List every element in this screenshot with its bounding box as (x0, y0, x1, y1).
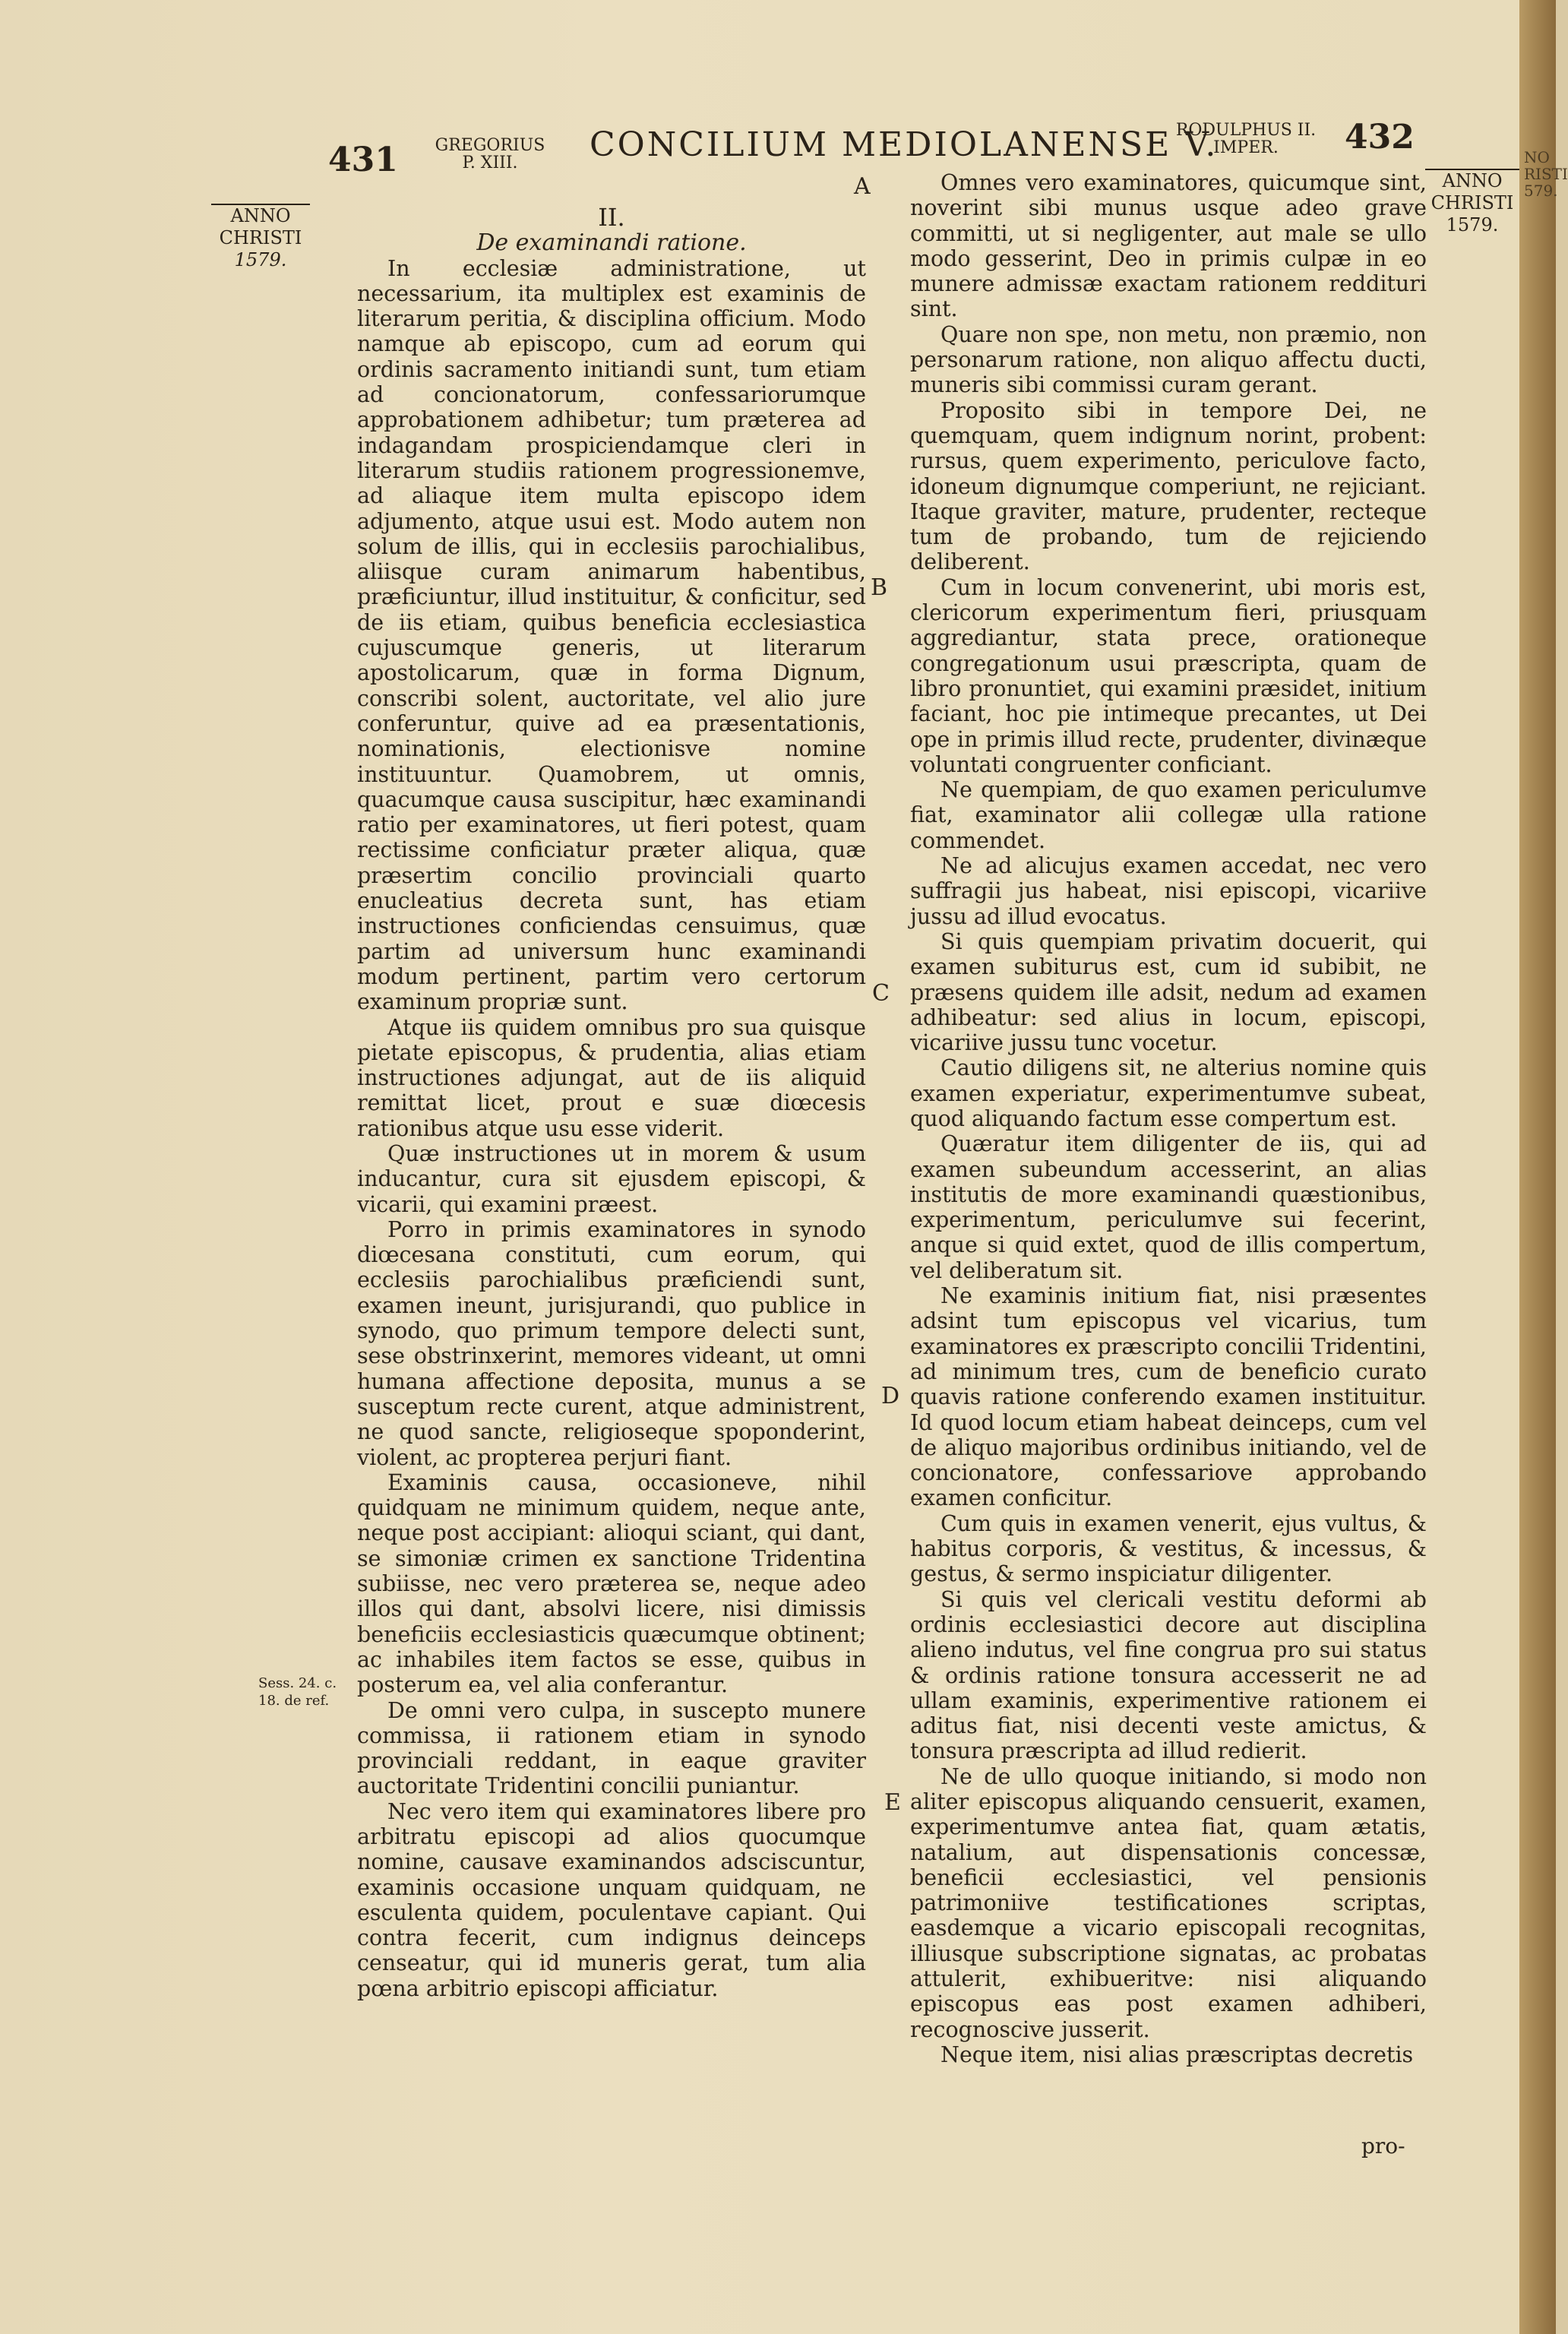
anno-christi-left (211, 204, 310, 270)
paragraph: Ne examinis initium fiat, nisi præsentes adsint tum episcopus vel vicarius, tum examinatores ex præscripto concilii Tridentini, ad minimum tres, cum de beneficio curato quavis ratione conferendo examen instituitur. Id quod locum etiam habeat deinceps, cum vel de aliquo majoribus ordinibus initiando, vel de concionatore, confessariove approbando examen conficitur. (910, 1283, 1427, 1511)
paragraph: Quæ instructiones ut in morem & usum inducantur, cura sit ejusdem episcopi, & vicarii, qui examini præest. (357, 1140, 866, 1217)
margin-letter-e: E (884, 1789, 901, 1816)
right-column (910, 170, 1427, 2067)
paragraph: In ecclesiæ administratione, ut necessarium, ita multiplex est examinis de literarum peritia, & disciplina officium. Modo namque ab episcopo, cum ad eorum qui ordinis sacramento initiandi sunt, tum etiam ad concionatorum, confessariorumque approbationem adhibetur; tum præterea ad indagandam prospiciendamque cleri in literarum studiis rationem progressionemve, ad aliaque item multa episcopo idem adjumento, atque usui est. Modo autem non solum de illis, qui in ecclesiis parochialibus, aliisque curam animarum habentibus, præficiuntur, illud instituitur, & conficitur, sed de iis etiam, quibus beneficia ecclesiastica cujuscumque generis, ut literarum apostolicarum, quæ in forma Dignum, conscribi solent, auctoritate, vel alio jure conferuntur, quive ad ea præsentationis, nominationis, electionisve nomine instituuntur. Quamobrem, ut omnis, quacumque causa suscipitur, hæc examinandi ratio per examinatores, ut fieri potest, quam rectissime conficiatur præter aliqua, quæ præsertim concilio provinciali quarto enucleatius decreta sunt, has etiam instructiones conficiendas censuimus, quæ partim ad universum hunc examinandi modum pertinent, partim vero certorum examinum propriæ sunt. (357, 255, 866, 1015)
paragraph: Ne quempiam, de quo examen periculumve fiat, examinator alii collegæ ulla ratione commendet. (910, 777, 1427, 853)
next-page-edge-line1: NO (1524, 148, 1550, 166)
catchword: pro- (1361, 2133, 1405, 2158)
next-page-edge (1519, 0, 1568, 2334)
page-number-left: 431 (328, 141, 398, 179)
margin-letter-a: A (854, 173, 871, 200)
marginal-reference-line2: 18. de ref. (258, 1692, 330, 1709)
next-page-edge-text (1524, 149, 1568, 199)
paragraph: Cum in locum convenerint, ubi moris est, clericorum experimentum fieri, priusquam aggrediantur, stata prece, orationeque congregationum usui præscripta, quam de libro pronuntiet, qui examini præsidet, initium faciant, hoc pie intimeque precantes, ut Dei ope in primis illud recte, prudenter, divinæque voluntati congruenter conficiant. (910, 574, 1427, 777)
margin-letter-b: B (871, 574, 888, 601)
page-title: CONCILIUM MEDIOLANENSE V. (590, 125, 1219, 164)
paragraph: Si quis vel clericali vestitu deformi ab ordinis ecclesiastici decore aut disciplina alieno indutus, vel fine congrua pro sui status & ordinis ratione tonsura accesserit ne ad ullam examinis, experimentive rationem ei aditus fiat, nisi decenti veste amictus, & tonsura præscripta ad illud redierit. (910, 1586, 1427, 1764)
margin-letter-d: D (881, 1383, 900, 1409)
next-page-edge-line3: 579. (1524, 182, 1558, 200)
section-number: II. (598, 203, 625, 232)
marginal-reference (258, 1675, 337, 1709)
paragraph: Cautio diligens sit, ne alterius nomine quis examen experiatur, experimentumve subeat, quod aliquando factum esse compertum est. (910, 1055, 1427, 1131)
paragraph: Cum quis in examen venerit, ejus vultus, & habitus corporis, & vestitus, & incessus, & gestus, & sermo inspiciatur diligenter. (910, 1510, 1427, 1587)
running-head-right-line1: RODULPHUS II. (1175, 121, 1317, 140)
paragraph: Quæratur item diligenter de iis, qui ad examen subeundum accesserint, an alias institutis de more examinandi quæstionibus, experimentum, periculumve sui fecerint, anque si quid extet, quod de illis compertum, vel deliberatum sit. (910, 1131, 1427, 1283)
paragraph: Ne ad alicujus examen accedat, nec vero suffragii jus habeat, nisi episcopi, vicariive jussu ad illud evocatus. (910, 853, 1427, 929)
section-title: De examinandi ratione. (476, 229, 747, 257)
christi-label: CHRISTI (219, 226, 302, 248)
margin-letter-c: C (872, 980, 890, 1007)
paragraph: Porro in primis examinatores in synodo diœcesana constituti, cum eorum, qui ecclesiis parochialibus præficiendi sunt, examen ineunt, jurisjurandi, quo publice in synodo, quo primum tempore delecti sunt, sese obstrinxerint, memores videant, ut omni humana affectione deposita, munus a se susceptum recte curent, atque administrent, ne quod sancte, religioseque spoponderint, violent, ac propterea perjuri fiant. (357, 1216, 866, 1470)
paragraph: Atque iis quidem omnibus pro sua quisque pietate episcopus, & prudentia, alias etiam instructiones adjungat, aut de iis aliquid remittat licet, prout e suæ diœcesis rationibus atque usu esse viderit. (357, 1014, 866, 1141)
paragraph: Omnes vero examinatores, quicumque sint, noverint sibi munus usque adeo grave committi, ut si negligenter, aut male se ullo modo gesserint, Deo in primis culpæ in eo munere admissæ exactam rationem reddituri sint. (910, 170, 1427, 322)
paragraph: Neque item, nisi alias præscriptas decretis (940, 2041, 1414, 2067)
paragraph: Examinis causa, occasioneve, nihil quidquam ne minimum quidem, neque ante, neque post accipiant: alioqui sciant, qui dant, se simoniæ crimen ex sanctione Tridentina subiisse, nec vero præterea se, neque adeo illos qui dant, absolvi licere, nisi dimissis beneficiis ecclesiasticis quæcumque obtinent; ac inhabiles item factos se esse, quibus in posterum ea, vel alia conferantur. (357, 1469, 866, 1698)
running-head-right-line2: IMPER. (1213, 138, 1279, 158)
christi-label-right: CHRISTI (1430, 191, 1514, 213)
page-number-right: 432 (1345, 118, 1415, 157)
marginal-reference-line1: Sess. 24. c. (258, 1675, 337, 1691)
paragraph: De omni vero culpa, in suscepto munere commissa, ii rationem etiam in synodo provinciali reddant, in eaque graviter auctoritate Tridentini concilii puniantur. (357, 1697, 866, 1799)
next-page-edge-line2: RISTI (1524, 165, 1568, 183)
paragraph: Nec vero item qui examinatores libere pro arbitratu episcopi ad alios quocumque nomine, causave examinandos adsciscuntur, examinis occasione unquam quidquam, ne esculenta quidem, poculentave capiant. Qui contra fecerit, cum indignus deinceps censeatur, qui id muneris gerat, tum alia pœna arbitrio episcopi afficiatur. (357, 1798, 866, 2001)
running-head-left-line2: P. XIII. (462, 153, 518, 173)
paragraph: Proposito sibi in tempore Dei, ne quemquam, quem indignum norint, probent: rursus, quem experimento, periculove facto, idoneum dignumque comperiunt, ne rejiciant. Itaque graviter, mature, prudenter, recteque tum de probando, tum de rejiciendo deliberent. (910, 397, 1427, 575)
paragraph: Ne de ullo quoque initiando, si modo non aliter episcopus aliquando censuerit, examen, experimentumve antea fiat, quam ætatis, natalium, aut dispensationis concessæ, beneficii ecclesiastici, vel pensionis patrimoniive testificationes scriptas, easdemque a vicario episcopali recognitas, illiusque subscriptione signatas, ac probatas attulerit, exhibueritve: nisi aliquando episcopus eas post examen adhiberi, recognoscive jusserit. (910, 1763, 1427, 2042)
running-head-right (1170, 122, 1322, 157)
anno-year: 1579. (234, 248, 287, 270)
running-head-left (433, 137, 547, 172)
paragraph: Si quis quempiam privatim docuerit, qui examen subiturus est, cum id subibit, ne præsens quidem ille adsit, nedum ad examen adhibeatur: sed alius in locum, episcopi, vicariive jussu tunc vocetur. (910, 928, 1427, 1056)
anno-year-right: 1579. (1446, 213, 1499, 236)
paragraph: Quare non spe, non metu, non præmio, non personarum ratione, non aliquo affectu ducti, muneris sibi commissi curam gerant. (910, 321, 1427, 398)
anno-label: ANNO (230, 205, 291, 226)
running-head-left-line1: GREGORIUS (435, 136, 545, 155)
anno-christi-right (1425, 169, 1519, 236)
left-column (357, 205, 866, 2001)
anno-label-right: ANNO (1442, 170, 1503, 191)
